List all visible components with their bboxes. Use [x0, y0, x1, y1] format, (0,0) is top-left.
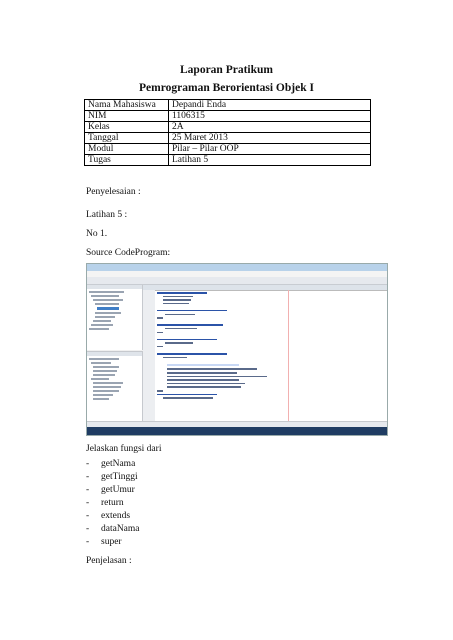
- info-key: NIM: [85, 111, 169, 122]
- list-item: [86, 471, 140, 484]
- info-value: 25 Maret 2013: [169, 133, 371, 144]
- info-row: [85, 122, 371, 133]
- info-key: Tugas: [85, 155, 169, 166]
- info-value: Depandi Enda: [169, 100, 371, 111]
- editor-tabs: [143, 285, 387, 291]
- info-value: Pilar – Pilar OOP: [169, 144, 371, 155]
- code-editor: [143, 285, 387, 421]
- list-item-label: getTinggi: [101, 472, 138, 482]
- info-row: [85, 155, 371, 166]
- info-row: [85, 144, 371, 155]
- bullet-dash: -: [86, 537, 90, 547]
- code-lines: [157, 292, 287, 401]
- info-row: [85, 133, 371, 144]
- list-item: [86, 458, 140, 471]
- bullet-dash: -: [86, 459, 90, 469]
- list-item: [86, 523, 140, 536]
- list-item-label: return: [101, 498, 124, 508]
- info-value: 1106315: [169, 111, 371, 122]
- document-subtitle: Pemrograman Berorientasi Objek I: [139, 82, 314, 94]
- list-item-label: getUmur: [101, 485, 135, 495]
- list-item-label: extends: [101, 511, 131, 521]
- list-item-label: dataNama: [101, 524, 140, 534]
- info-key: Nama Mahasiswa: [85, 100, 169, 111]
- window-controls: [367, 265, 385, 270]
- info-value: Latihan 5: [169, 155, 371, 166]
- bullet-dash: -: [86, 511, 90, 521]
- latihan-heading: Latihan 5 :: [86, 210, 128, 220]
- function-list: [86, 458, 140, 549]
- list-item: [86, 484, 140, 497]
- number-heading: No 1.: [86, 229, 108, 239]
- list-item-label: getNama: [101, 459, 136, 469]
- source-code-heading: Source CodeProgram:: [86, 248, 171, 258]
- list-item: [86, 497, 140, 510]
- info-key: Modul: [85, 144, 169, 155]
- info-key: Tanggal: [85, 133, 169, 144]
- jelaskan-heading: Jelaskan fungsi dari: [86, 444, 162, 454]
- info-row: [85, 111, 371, 122]
- bullet-dash: -: [86, 485, 90, 495]
- info-value: 2A: [169, 122, 371, 133]
- bullet-dash: -: [86, 524, 90, 534]
- bullet-dash: -: [86, 472, 90, 482]
- penjelasan-heading: Penjelasan :: [86, 556, 132, 566]
- projects-panel: [87, 285, 143, 350]
- netbeans-ide-screenshot: [86, 263, 388, 436]
- info-key: Kelas: [85, 122, 169, 133]
- ide-toolbar: [87, 277, 387, 285]
- info-row: [85, 100, 371, 111]
- line-number-gutter: [143, 290, 155, 421]
- navigator-panel: [87, 351, 143, 422]
- student-info-table: [84, 99, 371, 166]
- ide-title-bar: [87, 264, 387, 271]
- list-item-label: super: [101, 537, 122, 547]
- windows-taskbar: [87, 427, 387, 435]
- list-item: [86, 510, 140, 523]
- penyelesaian-heading: Penyelesaian :: [86, 187, 141, 197]
- list-item: [86, 536, 140, 549]
- document-title: Laporan Pratikum: [180, 64, 273, 76]
- bullet-dash: -: [86, 498, 90, 508]
